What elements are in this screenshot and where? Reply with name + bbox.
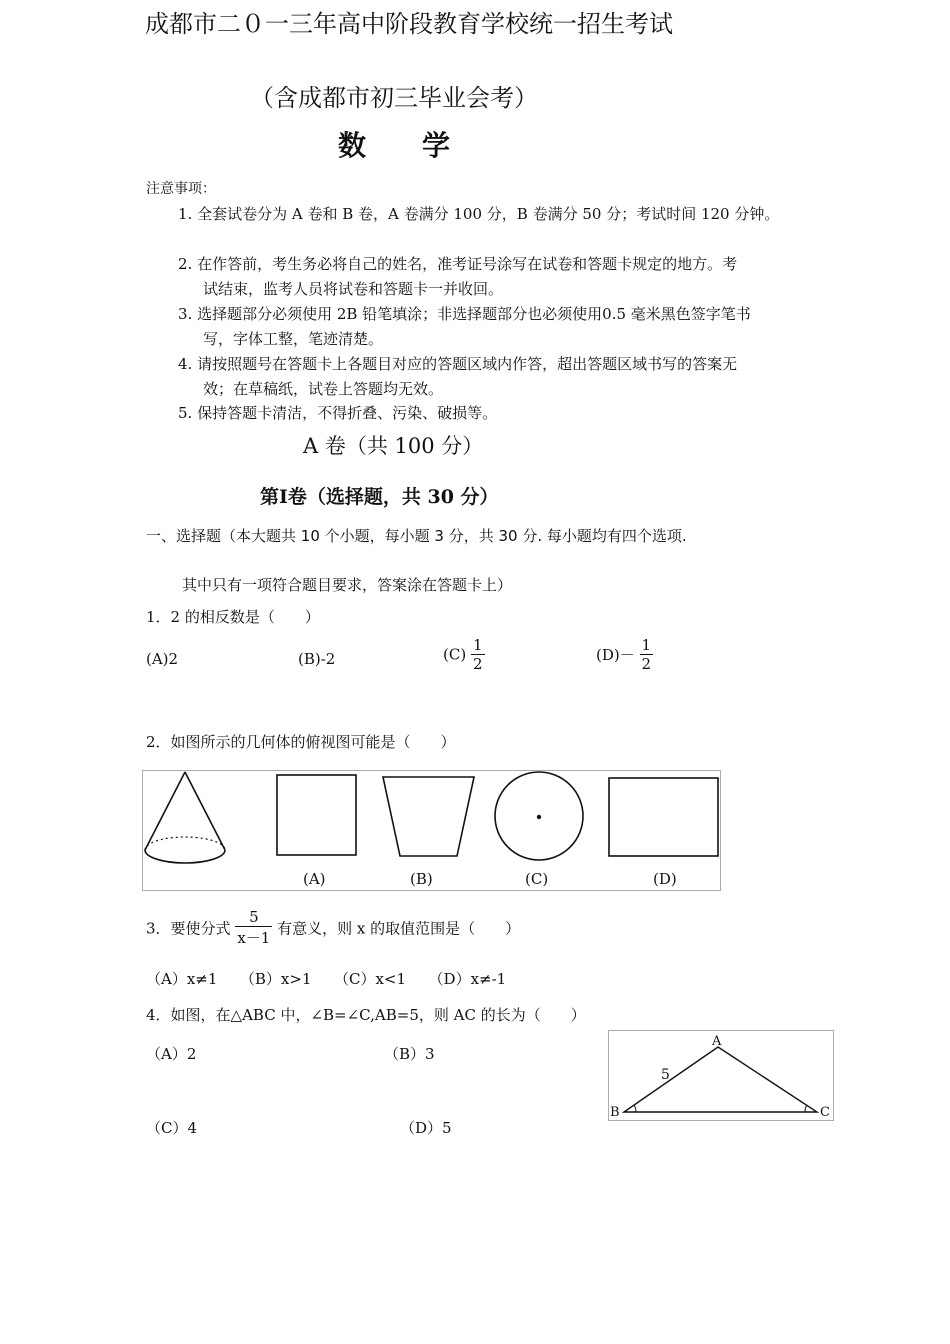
q2-label-a: (A) <box>303 870 326 888</box>
q3-fraction <box>235 908 272 948</box>
part-1-title: 第Ⅰ卷（选择题，共 30 分） <box>260 486 499 508</box>
q1-option-c-label: (C) <box>443 645 467 664</box>
q3-stem-suffix: 有意义，则 x 的取值范围是（ ） <box>277 919 521 938</box>
vertex-c-label: C <box>820 1105 830 1120</box>
fraction-numerator: 1 <box>641 636 652 654</box>
notice-item-4: 4. 请按照题号在答题卡上各题目对应的答题区域内作答，超出答题区域书写的答案无 <box>178 355 738 373</box>
cone-icon <box>145 772 225 863</box>
fraction-denominator: 2 <box>641 655 652 673</box>
q1-option-c-fraction <box>471 636 485 673</box>
q1-option-d <box>596 636 653 673</box>
q2-label-d: (D) <box>653 870 677 888</box>
fraction-denominator: x－1 <box>235 926 272 948</box>
q3-options: （A）x≠1 （B）x>1 （C）x<1 （D）x≠-1 <box>146 970 507 988</box>
notice-label: 注意事项： <box>146 181 216 197</box>
exam-title: 成都市二０一三年高中阶段教育学校统一招生考试 <box>145 10 673 38</box>
q4-triangle-figure <box>608 1030 834 1121</box>
q4-option-a: （A）2 <box>146 1045 197 1063</box>
q2-option-d-rectangle <box>609 778 718 856</box>
angle-b-arc <box>634 1105 636 1112</box>
notice-item-2: 2. 在作答前，考生务必将自己的姓名，准考证号涂写在试卷和答题卡规定的地方。考 <box>178 255 738 273</box>
notice-item-3: 3. 选择题部分必须使用 2B 铅笔填涂；非选择题部分也必须使用0.5 毫米黑色签字笔书 <box>178 305 751 323</box>
q1-option-a: (A)2 <box>146 650 179 668</box>
q1-option-c <box>443 636 485 673</box>
vertex-a-label: A <box>712 1034 722 1049</box>
part-1-desc: 一、选择题（本大题共 10 个小题，每小题 3 分，共 30 分. 每小题均有四个选项. <box>146 527 687 545</box>
notice-item-1: 1. 全套试卷分为 A 卷和 B 卷，A 卷满分 100 分，B 卷满分 50 分；考试时间 120 分钟。 <box>178 205 780 223</box>
q2-option-a-square <box>277 775 356 855</box>
subject-title: 数 学 <box>338 129 451 162</box>
angle-c-arc <box>805 1105 807 1112</box>
notice-item-2-cont: 试结束，监考人员将试卷和答题卡一并收回。 <box>203 280 504 298</box>
question-3-stem <box>146 908 520 948</box>
triangle-abc <box>624 1047 817 1112</box>
q2-option-b-trapezoid <box>383 777 474 856</box>
notice-item-3-cont: 写，字体工整，笔迹清楚。 <box>203 330 384 348</box>
q2-option-c-center-dot <box>537 815 541 819</box>
q2-label-b: (B) <box>410 870 433 888</box>
q4-option-d: （D）5 <box>400 1119 452 1137</box>
question-4-stem: 4．如图，在△ABC 中，∠B=∠C,AB=5，则 AC 的长为（ ） <box>146 1006 586 1024</box>
q1-option-d-fraction <box>640 636 654 673</box>
part-1-desc-cont: 其中只有一项符合题目要求，答案涂在答题卡上） <box>182 576 513 594</box>
question-2-stem: 2．如图所示的几何体的俯视图可能是（ ） <box>146 733 456 751</box>
fraction-numerator: 1 <box>472 636 483 654</box>
q4-option-c: （C）4 <box>146 1119 198 1137</box>
q1-option-d-label: (D)－ <box>596 646 635 664</box>
q3-stem-prefix: 3．要使分式 <box>146 919 231 938</box>
question-1-stem: 1．2 的相反数是（ ） <box>146 608 320 626</box>
q2-label-c: (C) <box>525 870 549 888</box>
fraction-denominator: 2 <box>472 655 483 673</box>
notice-item-4-cont: 效；在草稿纸，试卷上答题均无效。 <box>203 380 444 398</box>
fraction-numerator: 5 <box>249 908 259 926</box>
q1-option-b: (B)-2 <box>298 650 336 668</box>
vertex-b-label: B <box>610 1105 620 1120</box>
exam-subtitle: （含成都市初三毕业会考） <box>250 84 538 112</box>
section-a-title: A 卷（共 100 分） <box>303 434 484 458</box>
q4-option-b: （B）3 <box>384 1045 435 1063</box>
side-ab-length: 5 <box>661 1067 670 1083</box>
notice-item-5: 5. 保持答题卡清洁，不得折叠、污染、破损等。 <box>178 404 498 422</box>
